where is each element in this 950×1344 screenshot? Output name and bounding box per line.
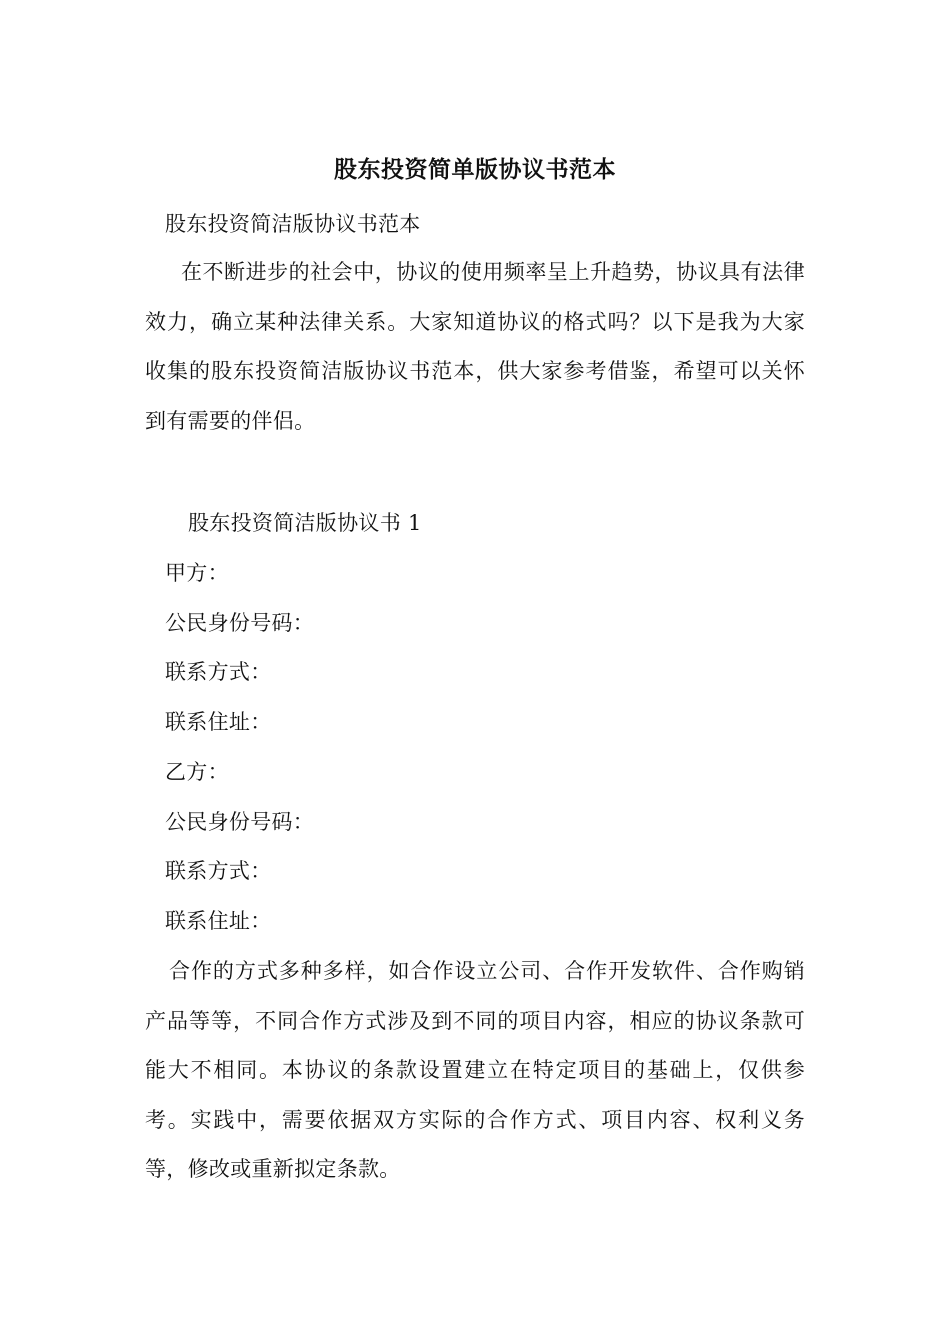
note-paragraph: 合作的方式多种多样，如合作设立公司、合作开发软件、合作购销产品等等，不同合作方式涉及到不同的项目内容，相应的协议条款可能大不相同。本协议的条款设置建立在特定项目的基础上，仅供参考。实践中，需要依据双方实际的合作方式、项目内容、权利义务等，修改或重新拟定条款。 bbox=[145, 959, 805, 1181]
party-b-id-label: 公民身份号码： bbox=[165, 810, 315, 834]
document-subtitle: 股东投资简洁版协议书范本 bbox=[165, 212, 421, 236]
party-a-address-label: 联系住址： bbox=[165, 710, 272, 734]
party-a-id-label: 公民身份号码： bbox=[165, 611, 315, 635]
document-title: 股东投资简单版协议书范本 bbox=[334, 156, 616, 183]
party-b-label: 乙方： bbox=[165, 760, 229, 784]
party-b-contact-label: 联系方式： bbox=[165, 859, 272, 883]
party-b-address-label: 联系住址： bbox=[165, 909, 272, 933]
intro-paragraph: 在不断进步的社会中，协议的使用频率呈上升趋势，协议具有法律效力，确立某种法律关系。大家知道协议的格式吗？以下是我为大家收集的股东投资简洁版协议书范本，供大家参考借鉴，希望可以关怀到有需要的伴侣。 bbox=[145, 260, 805, 433]
party-a-contact-label: 联系方式： bbox=[165, 660, 272, 684]
section-heading: 股东投资简洁版协议书 1 bbox=[188, 511, 422, 535]
party-a-label: 甲方： bbox=[165, 561, 229, 585]
